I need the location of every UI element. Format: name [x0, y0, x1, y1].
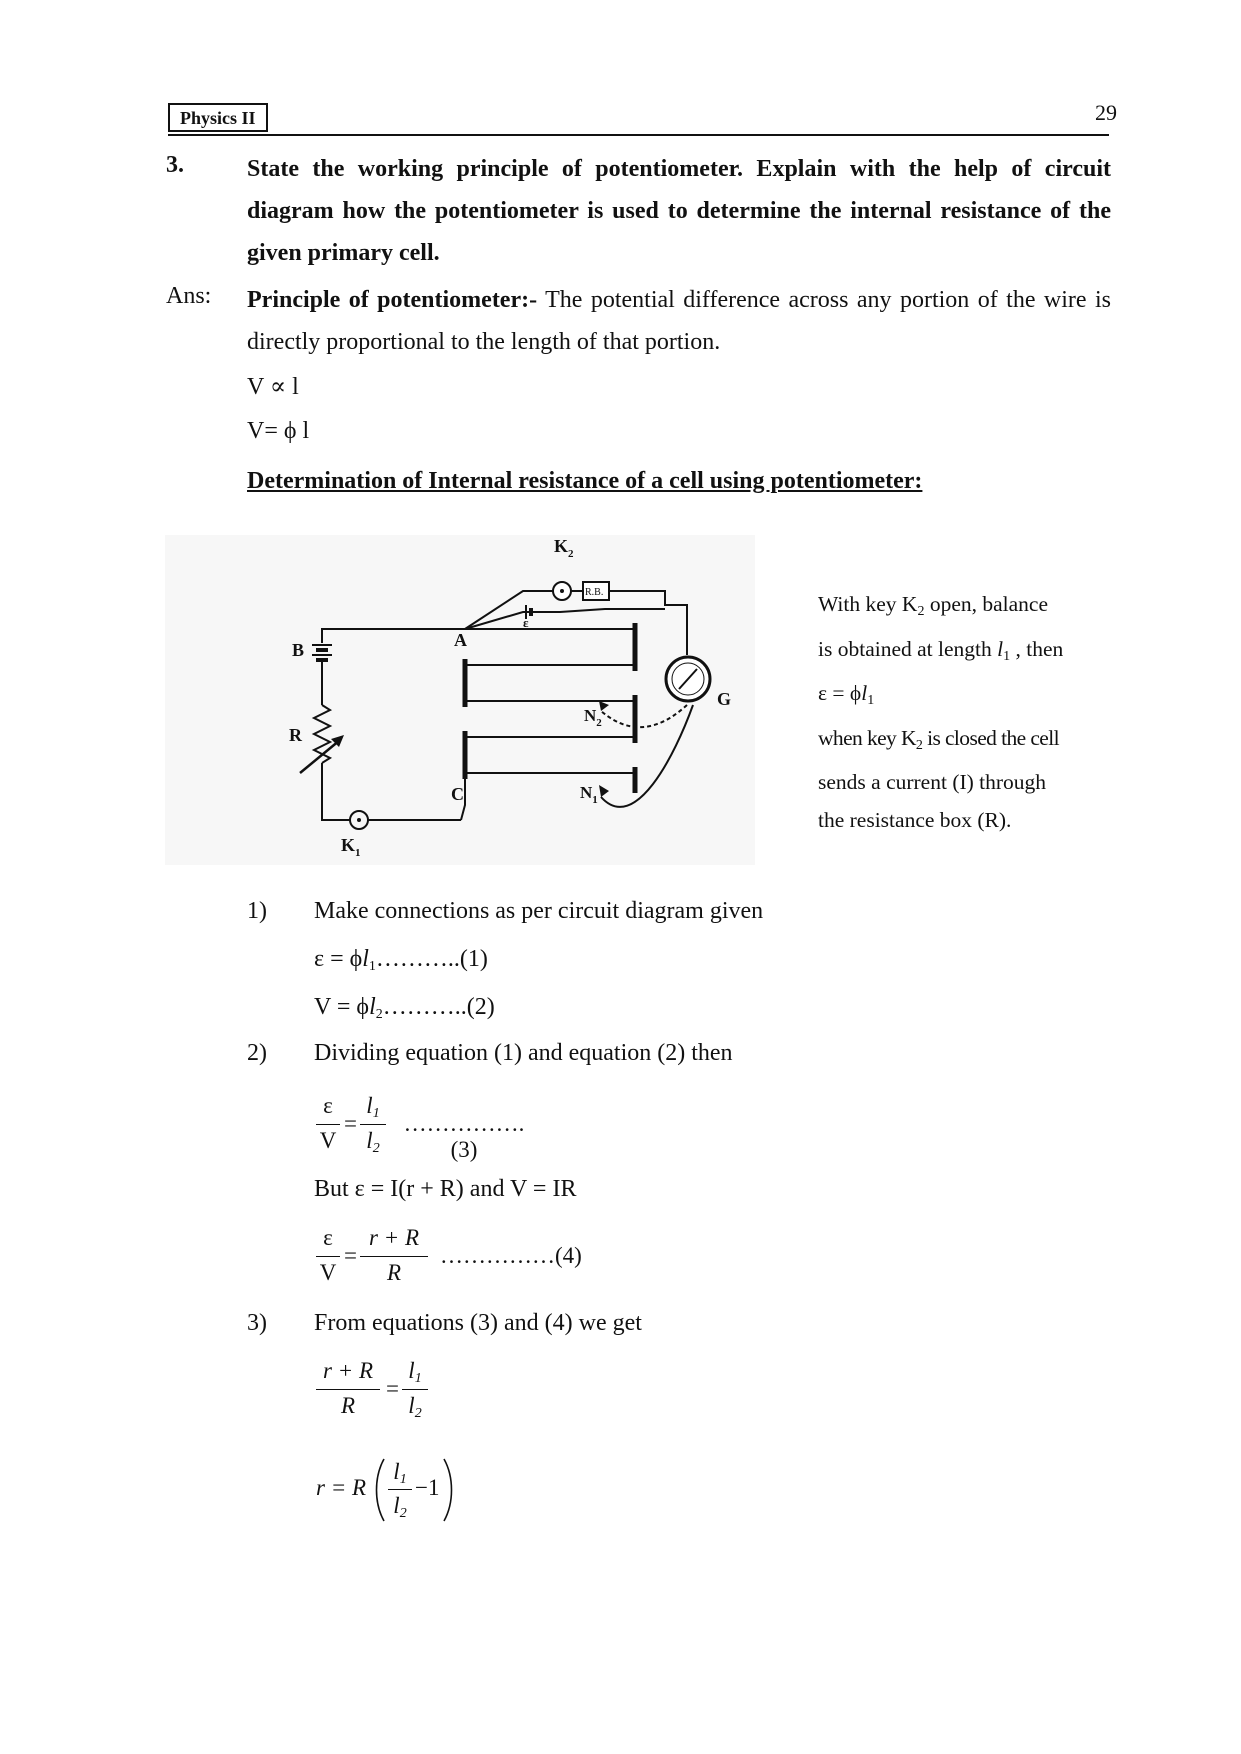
side-note-line-4: when key $K_2$ is closed the cell	[818, 725, 1059, 753]
equation-phi: V= ϕ l	[247, 418, 310, 444]
right-paren	[442, 1457, 454, 1523]
step-2-number: 2)	[247, 1040, 267, 1066]
potentiometer-circuit-diagram	[165, 535, 755, 865]
side-note-line-2: is obtained at length $l_1$ , then	[818, 636, 1064, 664]
step-3-text: From equations (3) and (4) we get	[314, 1310, 642, 1336]
equation-3: ε V = $l_1$ $l_2$ …………….(3)	[316, 1093, 536, 1163]
header-rule	[168, 134, 1109, 136]
answer-principle	[247, 279, 1111, 363]
step-1-number: 1)	[247, 898, 267, 924]
label-g: G	[717, 689, 732, 709]
equation-2: $V = \phi l_2\dots\dots\dots..(2)$	[314, 994, 495, 1022]
side-note-line-5: sends a current (I) through	[818, 770, 1047, 794]
label-k1: $K_1$	[341, 835, 361, 859]
label-k2: $K_2$	[554, 536, 574, 560]
question-number: 3.	[166, 152, 184, 178]
label-r: R	[289, 725, 302, 745]
label-n2: $N_2$	[584, 706, 602, 729]
side-note	[818, 586, 1118, 839]
galvanometer	[666, 657, 710, 701]
equation-6: r = R $l_1$ $l_2$ −1	[316, 1457, 516, 1527]
equation-1: $\varepsilon = \phi l_1\dots\dots\dots..(1)$	[314, 946, 488, 974]
label-epsilon: ε	[523, 615, 529, 630]
side-note-line-1: With key $K_2$ open, balance	[818, 592, 1049, 619]
step-1-text: Make connections as per circuit diagram given	[314, 898, 764, 924]
equation-proportional: V ∝ l	[247, 374, 299, 400]
equation-4: ε V = r + R R ……………(4)	[316, 1225, 616, 1295]
equation-5: r + R R = $l_1$ $l_2$	[316, 1358, 516, 1428]
question-text: State the working principle of potentiometer. Explain with the help of circuit diagram how the potentiometer is used to determine the internal resistance of the given primary cell.	[247, 156, 1111, 266]
principle-text: The potential difference across any portion of the wire is directly proportional to the length of that portion.	[247, 287, 1111, 355]
principle-title: Principle of potentiometer:-	[247, 287, 538, 313]
label-c: C	[451, 784, 464, 804]
label-rb: R.B.	[585, 587, 604, 598]
section-heading: Determination of Internal resistance of a cell using potentiometer:	[247, 468, 923, 494]
step-2-text: Dividing equation (1) and equation (2) then	[314, 1040, 733, 1066]
label-b: B	[292, 640, 305, 660]
book-title-tag: Physics II	[168, 103, 268, 132]
label-a: A	[454, 630, 467, 650]
side-note-line-3: $\varepsilon = \phi l_1$	[818, 681, 875, 708]
page-number: 29	[1095, 100, 1117, 125]
but-line: But ε = I(r + R) and V = IR	[314, 1176, 577, 1202]
label-n1: $N_1$	[580, 783, 598, 806]
left-paren	[374, 1457, 386, 1523]
answer-label: Ans:	[166, 283, 212, 309]
key-k2	[553, 582, 571, 600]
side-note-line-6: the resistance box (R).	[818, 807, 1012, 832]
step-3-number: 3)	[247, 1310, 267, 1336]
diagram-background	[165, 535, 755, 865]
